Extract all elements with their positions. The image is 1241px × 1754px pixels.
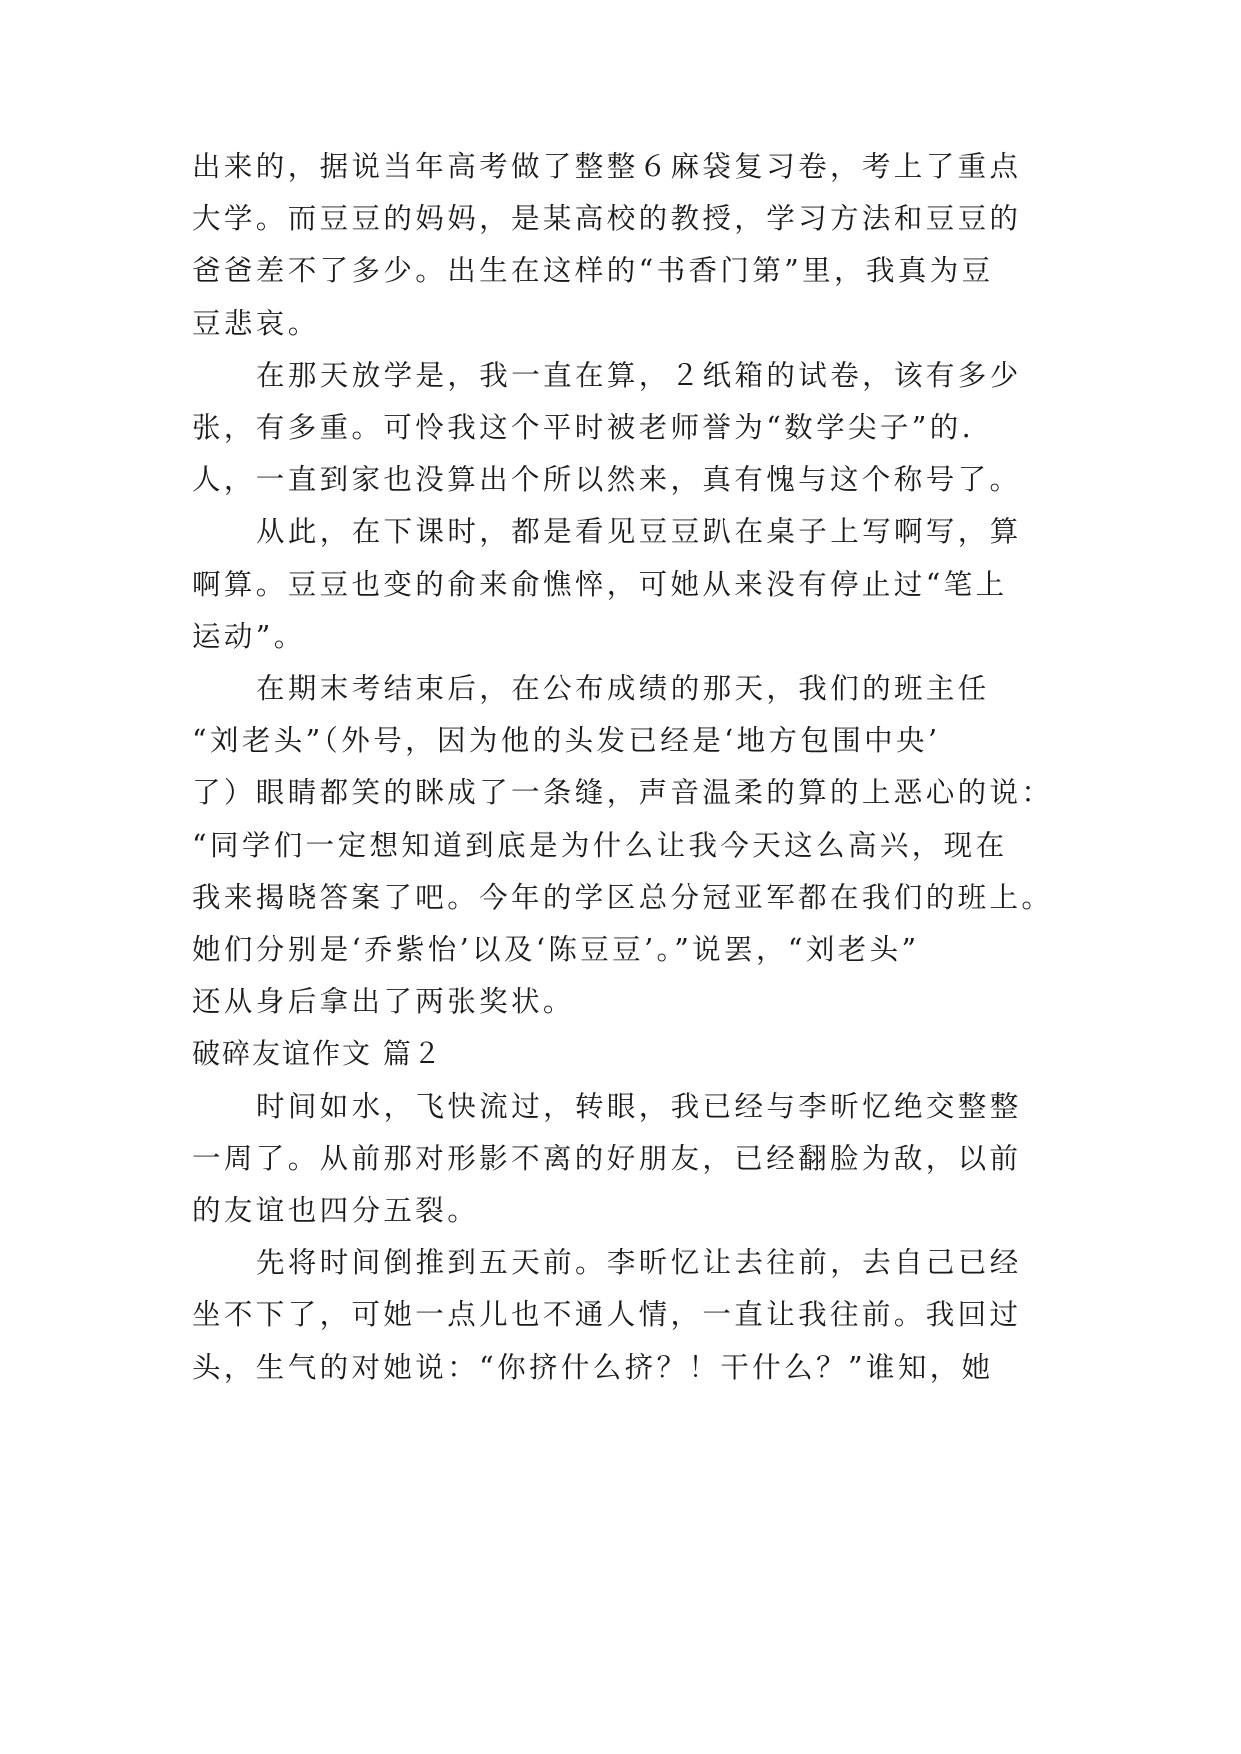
paragraph-line: 我来揭晓答案了吧。今年的学区总分冠亚军都在我们的班上。 <box>192 880 1054 914</box>
paragraph-line: 运动”。 <box>192 619 306 653</box>
paragraph-line: 豆悲哀。 <box>192 306 320 340</box>
paragraph-line: 在那天放学是，我一直在算，２纸箱的试卷，该有多少 <box>256 358 1022 392</box>
paragraph-line: 在期末考结束后，在公布成绩的那天，我们的班主任 <box>256 672 990 705</box>
paragraph-line: 出来的，据说当年高考做了整整６麻袋复习卷，考上了重点 <box>192 150 1022 183</box>
paragraph-line: “同学们一定想知道到底是为什么让我今天这么高兴，现在 <box>192 828 1008 862</box>
paragraph-line: 从此，在下课时，都是看见豆豆趴在桌子上写啊写，算 <box>256 515 1022 549</box>
paragraph-line: 头，生气的对她说：“你挤什么挤？！干什么？”谁知，她 <box>192 1350 994 1384</box>
section-heading: 破碎友谊作文 篇２ <box>192 1037 443 1071</box>
paragraph-line: 张，有多重。可怜我这个平时被老师誉为“数学尖子”的. <box>192 411 975 444</box>
paragraph-line: 了）眼睛都笑的眯成了一条缝，声音温柔的算的上恶心的说： <box>192 776 1054 810</box>
paragraph-line: “刘老头”（外号，因为他的头发已经是‘地方包围中央’ <box>192 724 941 758</box>
paragraph-line: 先将时间倒推到五天前。李昕忆让去往前，去自己已经 <box>256 1246 1022 1280</box>
paragraph-line: 人，一直到家也没算出个所以然来，真有愧与这个称号了。 <box>192 463 1022 497</box>
paragraph-line: 的友谊也四分五裂。 <box>192 1194 480 1227</box>
paragraph-line: 一周了。从前那对形影不离的好朋友，已经翻脸为敌，以前 <box>192 1141 1022 1175</box>
paragraph-line: 啊算。豆豆也变的俞来俞憔悴，可她从来没有停止过“笔上 <box>192 567 1008 601</box>
paragraph-line: 她们分别是‘乔紫怡’以及‘陈豆豆’。”说罢，“刘老头” <box>192 933 920 966</box>
paragraph-line: 时间如水，飞快流过，转眼，我已经与李昕忆绝交整整 <box>256 1089 1022 1123</box>
paragraph-line: 爸爸差不了多少。出生在这样的“书香门第”里，我真为豆 <box>192 254 994 288</box>
paragraph-line: 大学。而豆豆的妈妈，是某高校的教授，学习方法和豆豆的 <box>192 202 1022 236</box>
paragraph-line: 还从身后拿出了两张奖状。 <box>192 985 575 1019</box>
paragraph-line: 坐不下了，可她一点儿也不通人情，一直让我往前。我回过 <box>192 1298 1022 1332</box>
